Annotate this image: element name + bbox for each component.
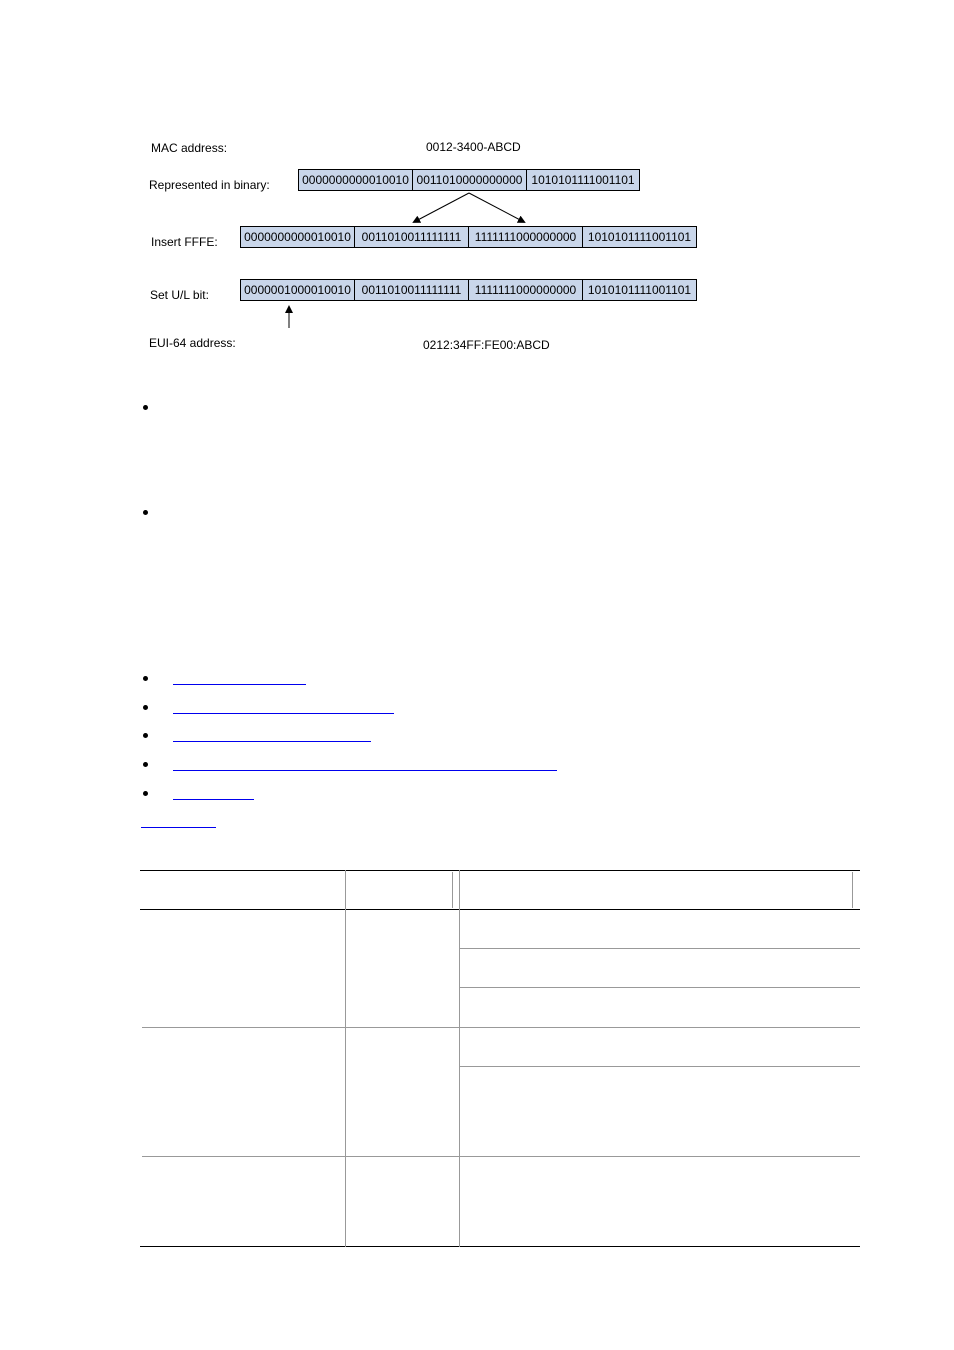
link-underline[interactable] [173, 713, 394, 714]
link-underline[interactable] [173, 770, 557, 771]
list-bullet [143, 791, 148, 796]
ul-row [240, 279, 697, 301]
fffe-cell: 1010101111001101 [587, 230, 692, 244]
bullet-1 [143, 405, 148, 410]
table-bottom-rule [140, 1246, 860, 1247]
eui64-label: EUI-64 address: [149, 336, 236, 350]
insert-fffe-label: Insert FFFE: [151, 235, 218, 249]
fffe-cell: 1111111000000000 [469, 227, 583, 247]
fffe-cell: 0000000000010010 [241, 227, 355, 247]
table-row-rule [142, 1027, 860, 1028]
table-row-rule [142, 1156, 860, 1157]
list-bullet [143, 676, 148, 681]
mac-address-value: 0012-3400-ABCD [426, 140, 521, 154]
ul-cell: 1010101111001101 [587, 283, 692, 297]
table-row-rule [459, 948, 860, 949]
ul-cell: 0011010011111111 [355, 280, 469, 300]
list-bullet [143, 705, 148, 710]
table-header-divider [452, 872, 453, 908]
link-underline[interactable] [173, 799, 254, 800]
link-underline[interactable] [173, 684, 306, 685]
ul-bit-label: Set U/L bit: [150, 288, 209, 302]
table-top-rule [140, 870, 860, 871]
mac-address-label: MAC address: [151, 141, 228, 155]
eui64-value: 0212:34FF:FE00:ABCD [423, 338, 550, 352]
table-column-rule [345, 870, 346, 1247]
table-row-rule [459, 1066, 860, 1067]
table-column-rule [459, 870, 460, 1247]
fffe-cell: 0011010011111111 [355, 227, 469, 247]
standalone-link-underline[interactable] [141, 827, 216, 828]
table-row-rule [459, 987, 860, 988]
fffe-row [240, 226, 697, 248]
table-header-rule [140, 909, 860, 910]
binary-cell: 0000000000010010 [299, 170, 413, 190]
ul-cell: 0000001000010010 [241, 280, 355, 300]
ul-cell: 1111111000000000 [469, 280, 583, 300]
list-bullet [143, 733, 148, 738]
table-header-divider [852, 872, 853, 908]
binary-cell: 0011010000000000 [413, 170, 527, 190]
bullet-2 [143, 510, 148, 515]
link-underline[interactable] [173, 741, 371, 742]
binary-cell: 1010101111001101 [531, 173, 635, 187]
list-bullet [143, 762, 148, 767]
binary-label: Represented in binary: [149, 178, 270, 192]
